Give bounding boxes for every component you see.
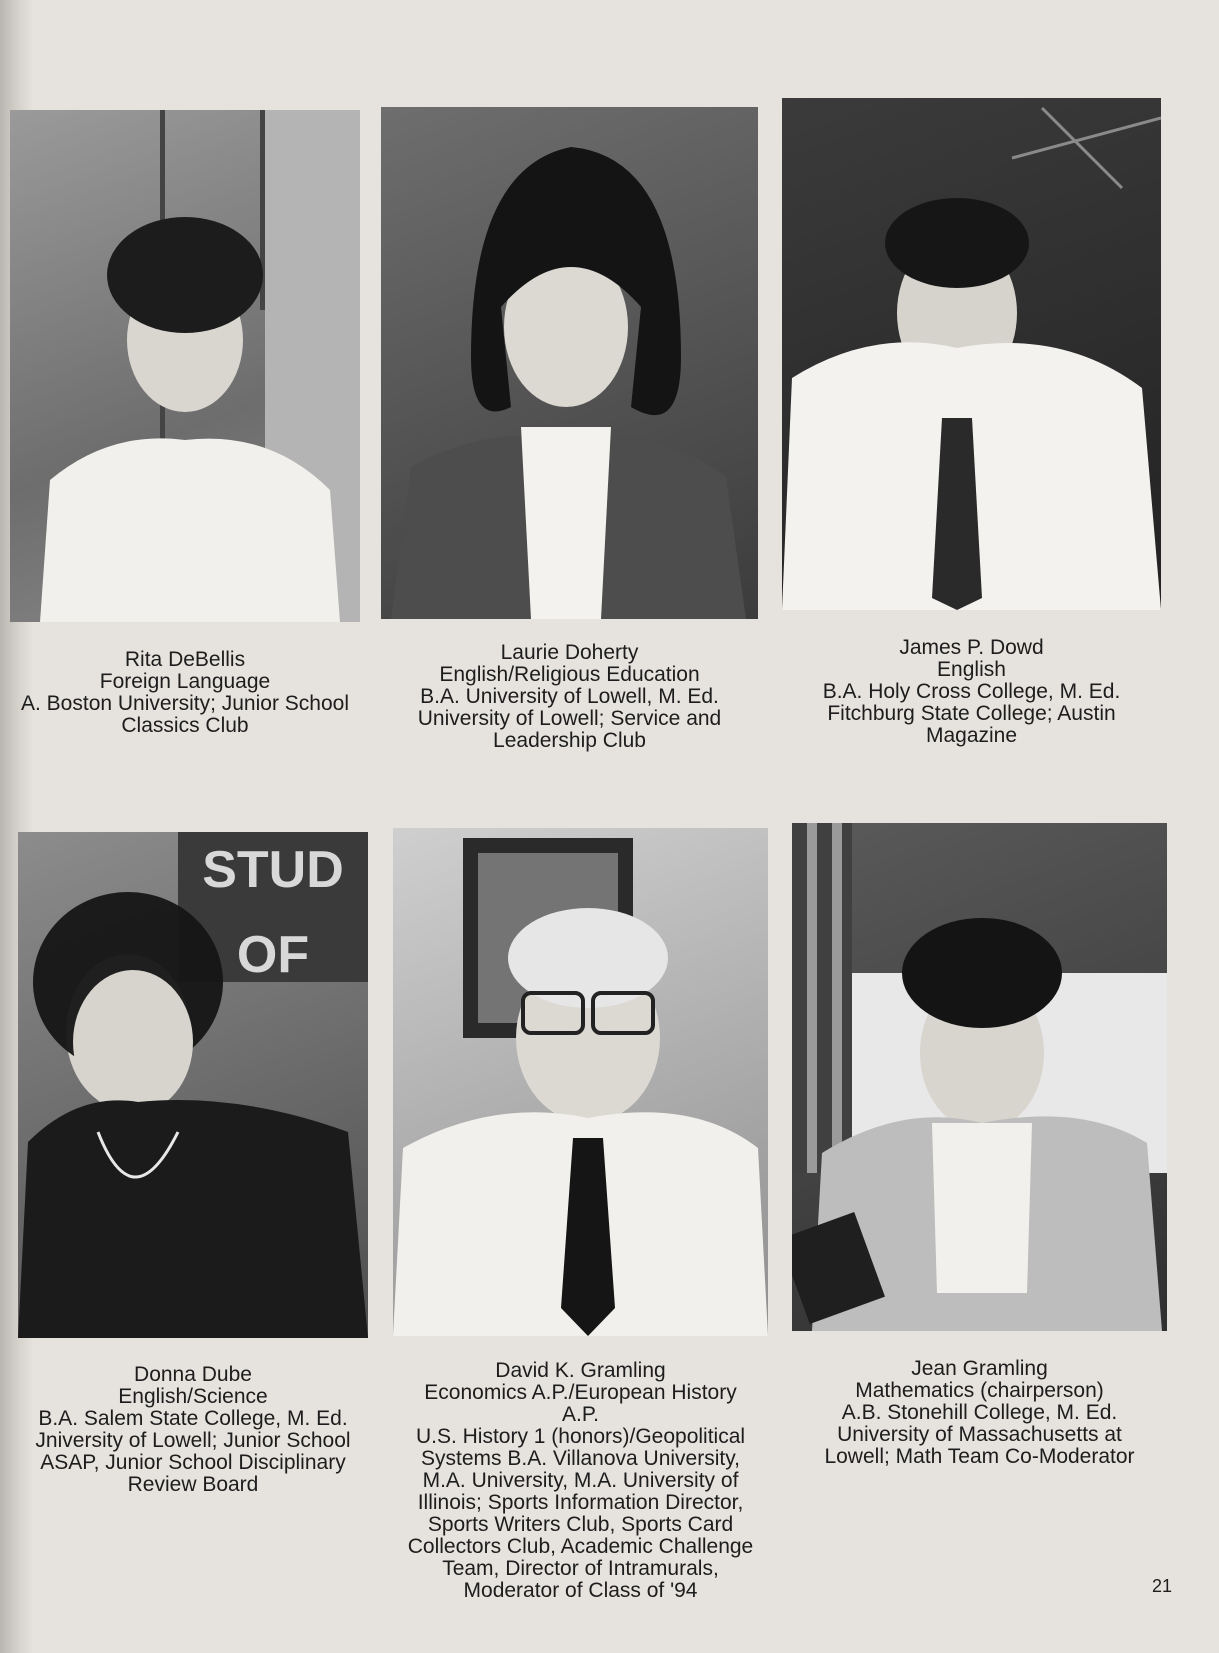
faculty-name: James P. Dowd xyxy=(899,636,1044,659)
portrait-photo-david-gramling xyxy=(393,828,768,1336)
faculty-credentials: B.A. Salem State College, M. Ed. xyxy=(38,1407,348,1430)
faculty-department: A.P. xyxy=(562,1403,599,1426)
faculty-department: English/Science xyxy=(118,1385,268,1408)
faculty-credentials: Classics Club xyxy=(121,714,249,737)
faculty-department: English/Religious Education xyxy=(439,663,700,686)
faculty-credentials: University of Lowell; Service and xyxy=(417,707,722,730)
faculty-department: English xyxy=(937,658,1006,681)
faculty-credentials: Fitchburg State College; Austin xyxy=(827,702,1116,725)
faculty-credentials: Moderator of Class of '94 xyxy=(463,1579,698,1602)
faculty-credentials: A.B. Stonehill College, M. Ed. xyxy=(841,1401,1118,1424)
portrait-photo-jean-gramling xyxy=(792,823,1167,1331)
page-number: 21 xyxy=(1152,1576,1173,1596)
faculty-department: Economics A.P./European History xyxy=(424,1381,737,1404)
faculty-credentials: Collectors Club, Academic Challenge xyxy=(407,1535,754,1558)
faculty-department: Foreign Language xyxy=(99,670,271,693)
faculty-name: Jean Gramling xyxy=(911,1357,1048,1380)
faculty-credentials: Review Board xyxy=(127,1473,259,1496)
faculty-credentials: Leadership Club xyxy=(493,729,646,752)
faculty-name: Rita DeBellis xyxy=(124,648,246,671)
faculty-credentials: Jniversity of Lowell; Junior School xyxy=(35,1429,351,1452)
faculty-caption-laurie-doherty xyxy=(381,642,758,752)
faculty-credentials: Magazine xyxy=(925,724,1018,747)
faculty-credentials: University of Massachusetts at xyxy=(837,1423,1122,1446)
faculty-credentials: B.A. Holy Cross College, M. Ed. xyxy=(822,680,1121,703)
faculty-credentials: Sports Writers Club, Sports Card xyxy=(427,1513,734,1536)
faculty-caption-david-gramling xyxy=(393,1360,768,1602)
faculty-credentials: Systems B.A. Villanova University, xyxy=(421,1447,740,1470)
faculty-credentials: B.A. University of Lowell, M. Ed. xyxy=(420,685,719,708)
faculty-credentials: Team, Director of Intramurals, xyxy=(442,1557,719,1580)
banner-text: OF xyxy=(236,926,310,984)
faculty-name: David K. Gramling xyxy=(495,1359,666,1382)
faculty-department: U.S. History 1 (honors)/Geopolitical xyxy=(415,1425,746,1448)
portrait-photo-donna-dube xyxy=(18,832,368,1338)
faculty-credentials: A. Boston University; Junior School xyxy=(21,692,349,715)
faculty-department: Mathematics (chairperson) xyxy=(855,1379,1104,1402)
faculty-caption-rita-debellis xyxy=(10,649,360,737)
faculty-credentials: Illinois; Sports Information Director, xyxy=(417,1491,744,1514)
faculty-caption-donna-dube xyxy=(18,1364,368,1496)
faculty-credentials: ASAP, Junior School Disciplinary xyxy=(40,1451,346,1474)
faculty-caption-jean-gramling xyxy=(792,1358,1167,1468)
faculty-credentials: M.A. University, M.A. University of xyxy=(422,1469,739,1492)
portrait-photo-james-dowd xyxy=(782,98,1161,610)
portrait-photo-laurie-doherty xyxy=(381,107,758,619)
faculty-name: Laurie Doherty xyxy=(500,641,639,664)
faculty-credentials: Lowell; Math Team Co-Moderator xyxy=(824,1445,1135,1468)
banner-text: STUD xyxy=(202,841,344,899)
faculty-caption-james-dowd xyxy=(782,637,1161,747)
faculty-name: Donna Dube xyxy=(134,1363,252,1386)
portrait-photo-rita-debellis xyxy=(10,110,360,622)
